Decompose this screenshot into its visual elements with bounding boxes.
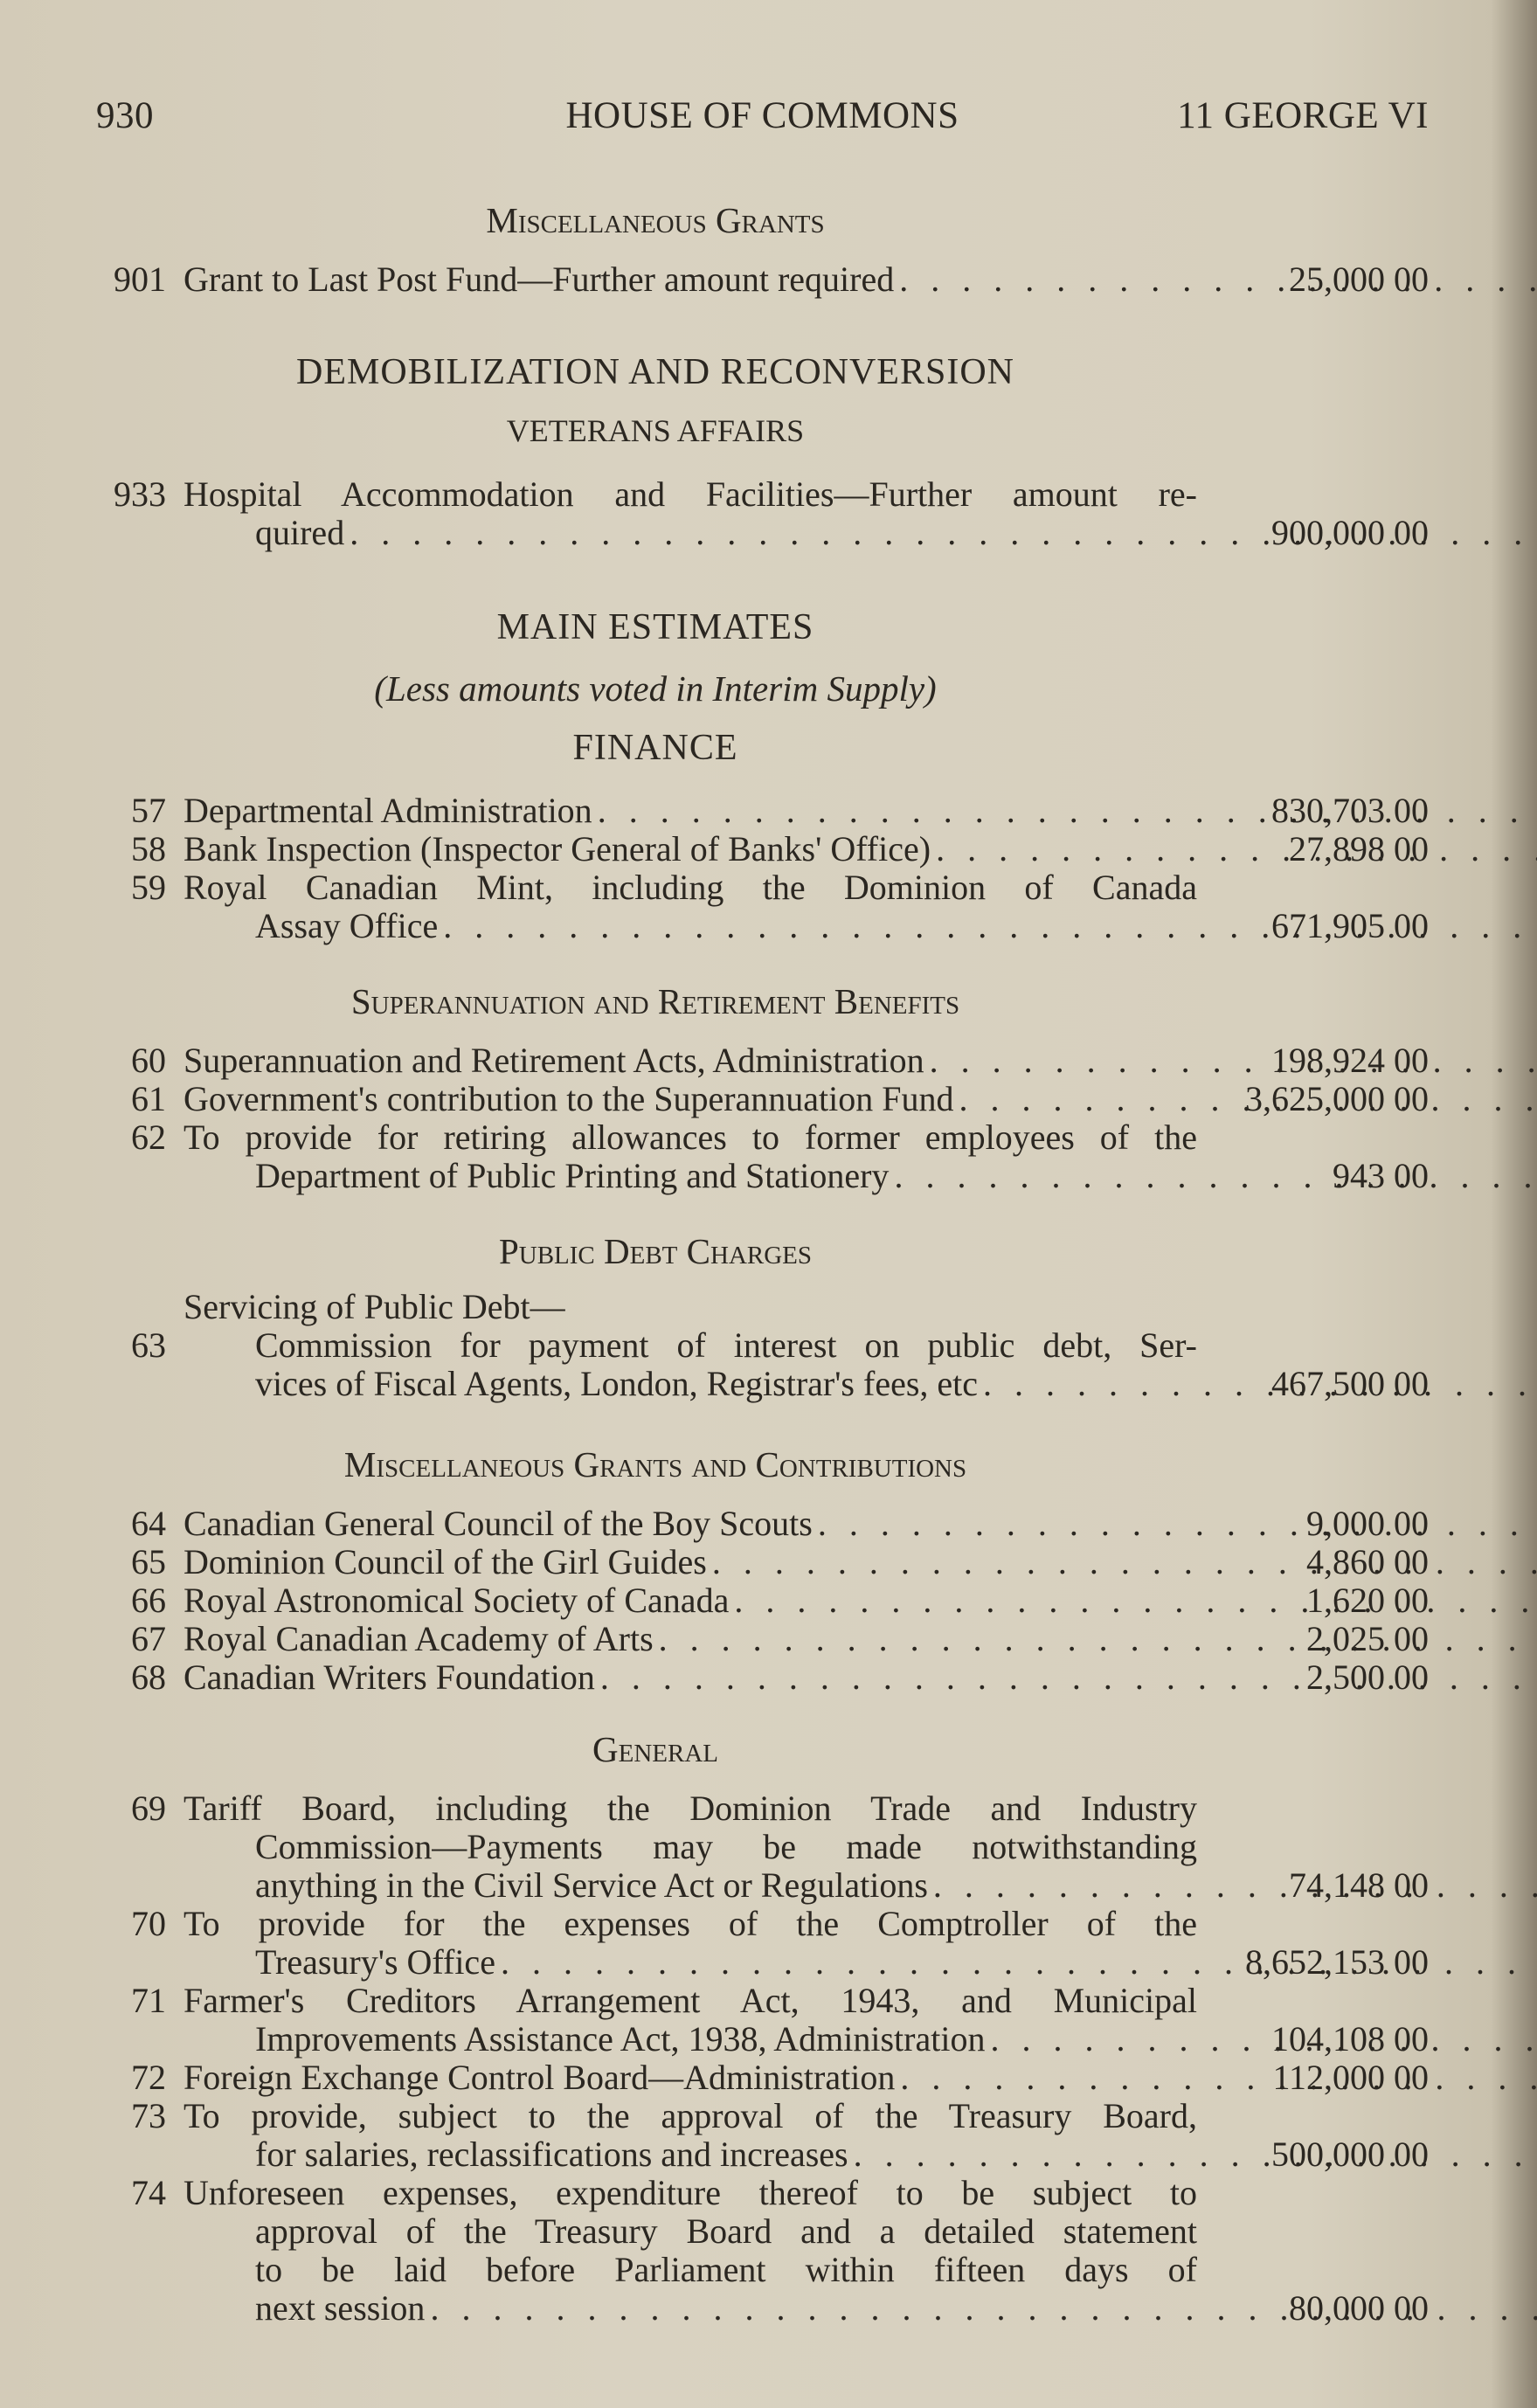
- vote-number: 62: [131, 1118, 166, 1157]
- vote-description-line-2: quired: [255, 513, 345, 552]
- vote-description: Bank Inspection (Inspector General of Banks' Office): [183, 829, 931, 868]
- page-number: 930: [96, 95, 154, 136]
- vote-number: 57: [131, 791, 166, 830]
- vote-description: Departmental Administration: [183, 791, 592, 830]
- vote-number: 69: [131, 1789, 166, 1828]
- vote-description-line-1: Royal Canadian Mint, including the Dominion of Canada: [183, 868, 1197, 907]
- vote-amount: 3,625,000 00: [1245, 1079, 1429, 1118]
- section-heading-misc-grants: Miscellaneous Grants: [486, 200, 825, 240]
- vote-description: Government's contribution to the Superannuation Fund: [183, 1079, 954, 1118]
- vote-amount: 467,500 00: [1271, 1364, 1429, 1403]
- vote-description-line-1: To provide, subject to the approval of the Treasury Board,: [183, 2096, 1197, 2135]
- vote-description-line-1: Commission for payment of interest on public debt, Ser-: [255, 1325, 1197, 1365]
- vote-description-line-1: Unforeseen expenses, expenditure thereof to be subject to: [183, 2173, 1197, 2212]
- vote-amount: 900,000 00: [1271, 513, 1429, 552]
- vote-group-label: Servicing of Public Debt—: [183, 1287, 565, 1326]
- vote-amount: 9,000 00: [1306, 1504, 1429, 1543]
- vote-amount: 27,898 00: [1289, 829, 1429, 868]
- vote-description: Royal Astronomical Society of Canada: [183, 1581, 730, 1620]
- vote-number: 70: [131, 1904, 166, 1943]
- vote-number: 72: [131, 2058, 166, 2097]
- vote-amount: 74,148 00: [1289, 1865, 1429, 1905]
- vote-description-line-3: anything in the Civil Service Act or Regulations: [255, 1865, 928, 1905]
- regnal-year: 11 GEORGE VI: [1177, 95, 1429, 136]
- vote-number: 59: [131, 868, 166, 907]
- vote-description: Grant to Last Post Fund—Further amount required: [183, 259, 895, 299]
- vote-description-line-1: Hospital Accommodation and Facilities—Further amount re-: [183, 474, 1197, 514]
- section-heading-misc-grants-contributions: Miscellaneous Grants and Contributions: [343, 1444, 967, 1484]
- vote-description-line-2: approval of the Treasury Board and a detailed statement: [255, 2211, 1197, 2251]
- vote-number: 73: [131, 2096, 166, 2135]
- vote-number: 68: [131, 1657, 166, 1697]
- vote-amount: 25,000 00: [1289, 259, 1429, 299]
- section-heading-demobilization: DEMOBILIZATION AND RECONVERSION: [296, 352, 1014, 392]
- vote-description: Canadian Writers Foundation: [183, 1657, 595, 1697]
- vote-amount: 80,000 00: [1289, 2288, 1429, 2328]
- vote-description: Royal Canadian Academy of Arts: [183, 1619, 654, 1658]
- vote-description-line-2: Department of Public Printing and Stationery: [255, 1156, 890, 1195]
- running-title: HOUSE OF COMMONS: [565, 95, 959, 136]
- vote-description-line-1: Tariff Board, including the Dominion Trade and Industry: [183, 1789, 1197, 1828]
- vote-description-line-1: To provide for the expenses of the Comptroller of the: [183, 1904, 1197, 1943]
- vote-number: 66: [131, 1581, 166, 1620]
- vote-description: Foreign Exchange Control Board—Administration: [183, 2058, 896, 2097]
- vote-description-line-1: Farmer's Creditors Arrangement Act, 1943, and Municipal: [183, 1981, 1197, 2020]
- vote-amount: 4,860 00: [1306, 1542, 1429, 1581]
- vote-description-line-2: vices of Fiscal Agents, London, Registrar's fees, etc: [255, 1364, 979, 1403]
- vote-description: Dominion Council of the Girl Guides: [183, 1542, 707, 1581]
- vote-number: 67: [131, 1619, 166, 1658]
- vote-number: 58: [131, 829, 166, 868]
- vote-number: 933: [114, 474, 166, 514]
- vote-amount: 112,000 00: [1272, 2058, 1429, 2097]
- vote-description-line-2: Assay Office: [255, 906, 439, 945]
- vote-description-line-2: Treasury's Office: [255, 1942, 495, 1982]
- vote-amount: 671,905 00: [1271, 906, 1429, 945]
- vote-amount: 104,108 00: [1271, 2019, 1429, 2059]
- vote-description-line-3: to be laid before Parliament within fifteen days of: [255, 2250, 1197, 2289]
- vote-amount: 943 00: [1333, 1156, 1429, 1195]
- vote-amount: 8,652,153 00: [1245, 1942, 1429, 1982]
- section-heading-public-debt: Public Debt Charges: [498, 1231, 813, 1271]
- vote-number: 74: [131, 2173, 166, 2212]
- vote-amount: 1,620 00: [1306, 1581, 1429, 1620]
- vote-number: 63: [131, 1325, 166, 1365]
- vote-number: 64: [131, 1504, 166, 1543]
- vote-description: Superannuation and Retirement Acts, Administration: [183, 1041, 924, 1080]
- vote-description-line-1: To provide for retiring allowances to former employees of the: [183, 1118, 1197, 1157]
- vote-number: 71: [131, 1981, 166, 2020]
- page-header: [96, 94, 1429, 147]
- vote-number: 901: [114, 259, 166, 299]
- section-heading-finance: FINANCE: [572, 728, 738, 768]
- section-heading-veterans-affairs: VETERANS AFFAIRS: [506, 413, 805, 448]
- vote-description-line-4: next session: [255, 2288, 426, 2328]
- vote-number: 65: [131, 1542, 166, 1581]
- vote-amount: 500,000 00: [1271, 2135, 1429, 2174]
- vote-amount: 198,924 00: [1271, 1041, 1429, 1080]
- vote-number: 60: [131, 1041, 166, 1080]
- vote-description-line-2: for salaries, reclassifications and increases: [255, 2135, 848, 2174]
- vote-description-line-2: Commission—Payments may be made notwithstanding: [255, 1827, 1197, 1866]
- vote-description: Canadian General Council of the Boy Scouts: [183, 1504, 813, 1543]
- vote-amount: 2,025 00: [1306, 1619, 1429, 1658]
- vote-description-line-2: Improvements Assistance Act, 1938, Administration: [255, 2019, 986, 2059]
- section-subheading-interim-supply: (Less amounts voted in Interim Supply): [374, 668, 937, 709]
- section-heading-main-estimates: MAIN ESTIMATES: [496, 607, 814, 647]
- section-heading-general: General: [592, 1729, 718, 1769]
- vote-amount: 2,500 00: [1306, 1657, 1429, 1697]
- vote-amount: 830,703 00: [1271, 791, 1429, 830]
- vote-number: 61: [131, 1079, 166, 1118]
- section-heading-superannuation: Superannuation and Retirement Benefits: [350, 981, 960, 1021]
